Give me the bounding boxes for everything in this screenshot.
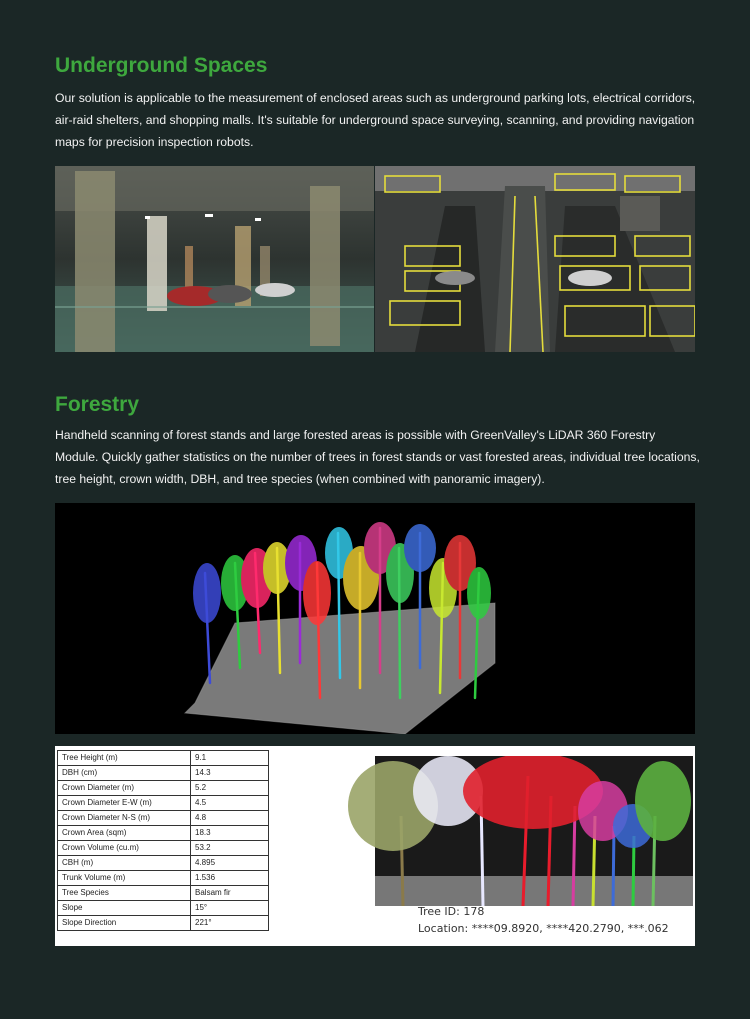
stats-label: Crown Volume (cu.m): [58, 841, 191, 856]
stats-row: [58, 916, 269, 931]
stats-label: Slope: [58, 901, 191, 916]
tree-species-image: [333, 756, 693, 906]
stats-label: Crown Diameter (m): [58, 781, 191, 796]
stats-value: 5.2: [191, 781, 269, 796]
stats-value: 4.8: [191, 811, 269, 826]
section-title-underground: Underground Spaces: [55, 54, 268, 77]
underground-description: Our solution is applicable to the measurement of enclosed areas such as underground parking lots, electrical corridors, air-raid shelters, and shopping malls. It's suitable for underground space surveying, scanning, and providing navigation maps for precision inspection robots.: [55, 91, 696, 149]
stats-value: Balsam fir: [191, 886, 269, 901]
stats-label: Tree Species: [58, 886, 191, 901]
stats-row: [58, 811, 269, 826]
stats-label: DBH (cm): [58, 766, 191, 781]
stats-label: Crown Diameter N-S (m): [58, 811, 191, 826]
section-title-forestry: Forestry: [55, 393, 140, 416]
stats-value: 9.1: [191, 751, 269, 766]
stats-row: [58, 766, 269, 781]
stats-label: Trunk Volume (m): [58, 871, 191, 886]
stats-value: 4.895: [191, 856, 269, 871]
stats-row: [58, 856, 269, 871]
stats-value: 15°: [191, 901, 269, 916]
stats-label: Crown Area (sqm): [58, 826, 191, 841]
tree-stats-table: [57, 750, 269, 931]
stats-value: 221°: [191, 916, 269, 931]
parking-3d-map-image: [375, 166, 695, 352]
stats-row: [58, 886, 269, 901]
forest-pointcloud-image: [55, 503, 695, 734]
stats-label: Slope Direction: [58, 916, 191, 931]
stats-label: CBH (m): [58, 856, 191, 871]
parking-pointcloud-image: [55, 166, 374, 352]
tree-location-label: Location: ****09.8920, ****420.2790, ***.062: [418, 922, 669, 935]
stats-value: 1.536: [191, 871, 269, 886]
stats-row: [58, 781, 269, 796]
stats-value: 14.3: [191, 766, 269, 781]
stats-value: 53.2: [191, 841, 269, 856]
stats-row: [58, 796, 269, 811]
stats-row: [58, 751, 269, 766]
stats-row: [58, 901, 269, 916]
tree-id-label: Tree ID: 178: [418, 905, 485, 918]
stats-label: Crown Diameter E-W (m): [58, 796, 191, 811]
stats-row: [58, 841, 269, 856]
stats-value: 18.3: [191, 826, 269, 841]
stats-label: Tree Height (m): [58, 751, 191, 766]
stats-value: 4.5: [191, 796, 269, 811]
stats-row: [58, 871, 269, 886]
forestry-description: Handheld scanning of forest stands and large forested areas is possible with GreenValley's LiDAR 360 Forestry Module. Quickly gather statistics on the number of trees in forest stands or vast forested areas, individual tree locations, tree height, crown width, DBH, and tree species (when combined with panoramic imagery).: [55, 428, 700, 486]
stats-row: [58, 826, 269, 841]
